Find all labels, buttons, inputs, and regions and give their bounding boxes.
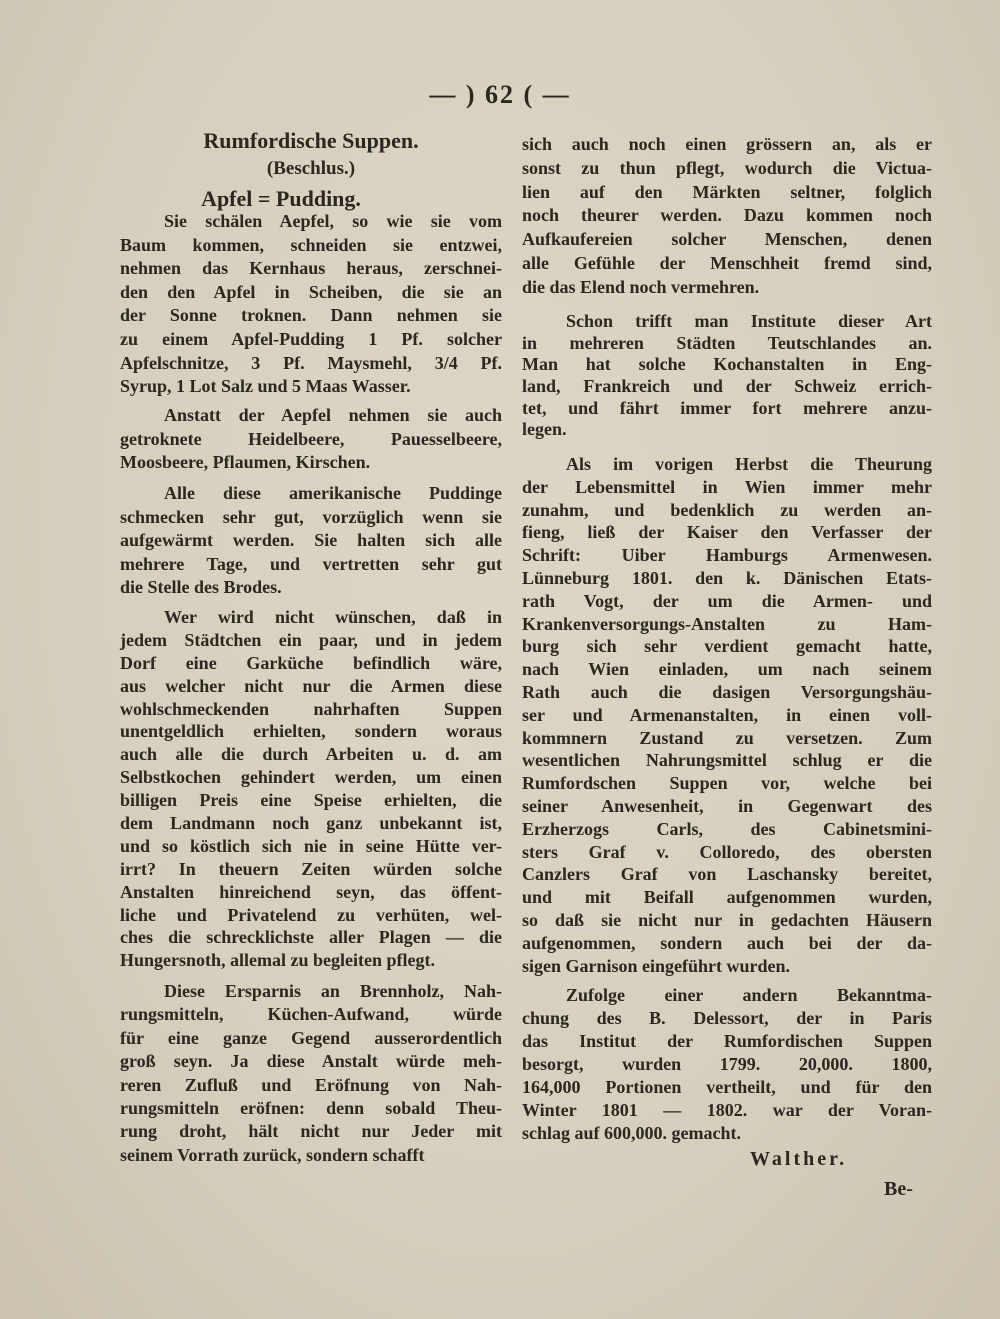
text-line: dem Landmann noch ganz unbekannt ist, [120,813,502,834]
text-line: und mit Beifall aufgenommen wurden, [522,887,932,908]
text-line: das Institut der Rumfordischen Suppen [522,1031,932,1051]
text-line: noch theurer werden. Dazu kommen noch [522,205,932,226]
page-number-header: — ) 62 ( — [429,80,571,109]
text-line: alle Gefühle der Menschheit fremd sind, [522,252,932,273]
paragraph [120,606,502,972]
text-line: wesentlichen Nahrungsmittel schlug er die [522,750,932,771]
text-line: reren Zufluß und Eröfnung von Nah- [120,1074,502,1095]
text-line: Rumfordschen Suppen vor, welche bei [522,773,932,794]
text-line: Als im vorigen Herbst die Theurung [566,454,932,474]
text-line: Anstatt der Aepfel nehmen sie auch [164,405,502,425]
text-line: billigen Preis eine Speise erhielten, die [120,790,502,811]
text-line: sich auch noch einen grössern an, als er [522,134,932,154]
text-line: Canzlers Graf von Laschansky bereitet, [522,864,932,885]
text-line: irrt? In theuern Zeiten würden solche [120,858,502,879]
text-line: Baum kommen, schneiden sie entzwei, [120,234,502,255]
text-line: Rath auch die dasigen Versorgungshäu- [522,681,932,702]
text-line: Dorf eine Garküche befindlich wäre, [120,652,502,673]
text-line: zunahm, und bedenklich zu werden an- [522,499,932,520]
paragraph [522,453,932,977]
text-line: mehrere Tage, und vertretten sehr gut [120,553,502,574]
paragraph [522,133,932,300]
author-signature: Walther. [750,1148,848,1170]
text-line: nehmen das Kernhaus heraus, zerschnei- [120,258,502,279]
text-line: aus welcher nicht nur die Armen diese [120,675,502,696]
text-line: Apfelschnitze, 3 Pf. Maysmehl, 3/4 Pf. [120,352,502,373]
text-line: Anstalten hinreichend seyn, das öffent- [120,881,502,902]
text-line: auch alle die durch Arbeiten u. d. am [120,744,502,765]
text-line: sonst zu thun pflegt, wodurch die Victua- [522,157,932,178]
paragraph [522,984,932,1145]
section-heading: Apfel = Pudding. [201,186,361,211]
text-line: die Stelle des Brodes. [120,577,282,598]
text-line: die das Elend noch vermehren. [522,276,760,297]
text-line: wohlschmeckenden nahrhaften Suppen [120,698,502,719]
text-line: Lünneburg 1801. den k. Dänischen Etats- [522,567,932,588]
text-line: Aufkaufereien solcher Menschen, denen [522,229,932,250]
text-line: der Lebensmittel in Wien immer mehr [522,476,932,497]
text-line: rung droht, hält nicht nur Jeder mit [120,1121,502,1142]
paragraph [120,210,502,399]
text-line: schmecken sehr gut, vorzüglich wenn sie [120,506,502,527]
text-line: seinem Vorrath zurück, sondern schafft [120,1144,425,1165]
text-line: seiner Anwesenheit, in Gegenwart des [522,795,932,816]
text-line: schlag auf 600,000. gemacht. [522,1123,741,1143]
text-line: tet, und fährt immer fort mehrere anzu- [522,397,932,418]
text-line: Erzherzogs Carls, des Cabinetsmini- [522,818,932,839]
text-line: Schrift: Uiber Hamburgs Armenwesen. [522,545,932,566]
text-line: Selbstkochen gehindert werden, um einen [120,767,502,788]
text-line: jedem Städtchen ein paar, und in jedem [120,629,502,650]
text-line: Zufolge einer andern Bekanntma- [566,985,932,1005]
text-line: Wer wird nicht wünschen, daß in [164,607,502,627]
paragraph [120,980,502,1167]
text-line: aufgenommen, sondern auch bei der da- [522,932,932,953]
text-line: in mehreren Städten Teutschlandes an. [522,332,932,353]
text-line: nach Wien einladen, um nach seinem [522,659,932,680]
text-line: lien auf den Märkten seltner, folglich [522,181,932,202]
text-line: legen. [522,419,567,440]
text-line: unentgeldlich erhielten, sondern woraus [120,721,502,742]
text-line: Alle diese amerikanische Puddinge [164,483,502,503]
text-line: rungsmitteln eröfnen: denn sobald Theu- [120,1097,502,1118]
paragraph [120,404,502,475]
text-line: rath Vogt, der um die Armen- und [522,590,932,611]
text-line: Hungersnoth, allemal zu begleiten pflegt. [120,950,435,971]
text-line: liche und Privatelend zu verhüten, wel- [120,904,502,925]
text-line: und so köstlich sich nie in seine Hütte ver- [120,835,502,856]
text-line: Winter 1801 — 1802. war der Voran- [522,1100,932,1120]
text-line: so daß sie nicht nur in gedachten Häusern [522,909,932,930]
text-line: Schon trifft man Institute dieser Art [566,311,932,331]
article-title: Rumfordische Suppen. [203,128,419,153]
text-line: Krankenversorgungs-Anstalten zu Ham- [522,613,932,634]
text-line: fieng, ließ der Kaiser den Verfasser der [522,522,932,543]
text-line: Moosbeere, Pflaumen, Kirschen. [120,452,371,473]
text-line: 164,000 Portionen vertheilt, und für den [522,1077,932,1097]
text-line: aufgewärmt werden. Sie halten sich alle [120,530,502,551]
text-line: sters Graf v. Colloredo, des obersten [522,841,932,862]
text-line: für eine ganze Gegend ausserordentlich [120,1027,502,1048]
text-line: den den Apfel in Scheiben, die sie an [120,281,502,302]
text-line: rungsmitteln, Küchen-Aufwand, würde [120,1004,502,1025]
article-subtitle: (Beschlus.) [266,158,356,179]
text-line: zu einem Apfel-Pudding 1 Pf. solcher [120,328,502,349]
text-line: Sie schälen Aepfel, so wie sie vom [164,211,502,231]
text-line: burg sich sehr verdient gemacht hatte, [522,636,932,657]
text-line: Syrup, 1 Lot Salz und 5 Maas Wasser. [120,376,411,397]
paragraph [522,311,932,441]
text-line: land, Frankreich und der Schweiz errich- [522,376,932,397]
text-line: chung des B. Delessort, der in Paris [522,1008,932,1028]
right-column [522,0,932,1319]
text-line: Diese Ersparnis an Brennholz, Nah- [164,981,502,1001]
text-line: ser und Armenanstalten, in einen voll- [522,704,932,725]
left-column [120,0,502,1319]
catchword: Be- [884,1178,913,1200]
paragraph [120,482,502,600]
text-line: getroknete Heidelbeere, Pauesselbeere, [120,428,502,449]
text-line: kommnern Zustand zu versetzen. Zum [522,727,932,748]
text-line: groß seyn. Ja diese Anstalt würde meh- [120,1051,502,1072]
text-line: Man hat solche Kochanstalten in Eng- [522,354,932,375]
text-line: ches die schrecklichste aller Plagen — die [120,927,502,948]
text-line: besorgt, wurden 1799. 20,000. 1800, [522,1054,932,1074]
text-line: sigen Garnison eingeführt wurden. [522,955,791,976]
text-line: der Sonne troknen. Dann nehmen sie [120,305,502,326]
